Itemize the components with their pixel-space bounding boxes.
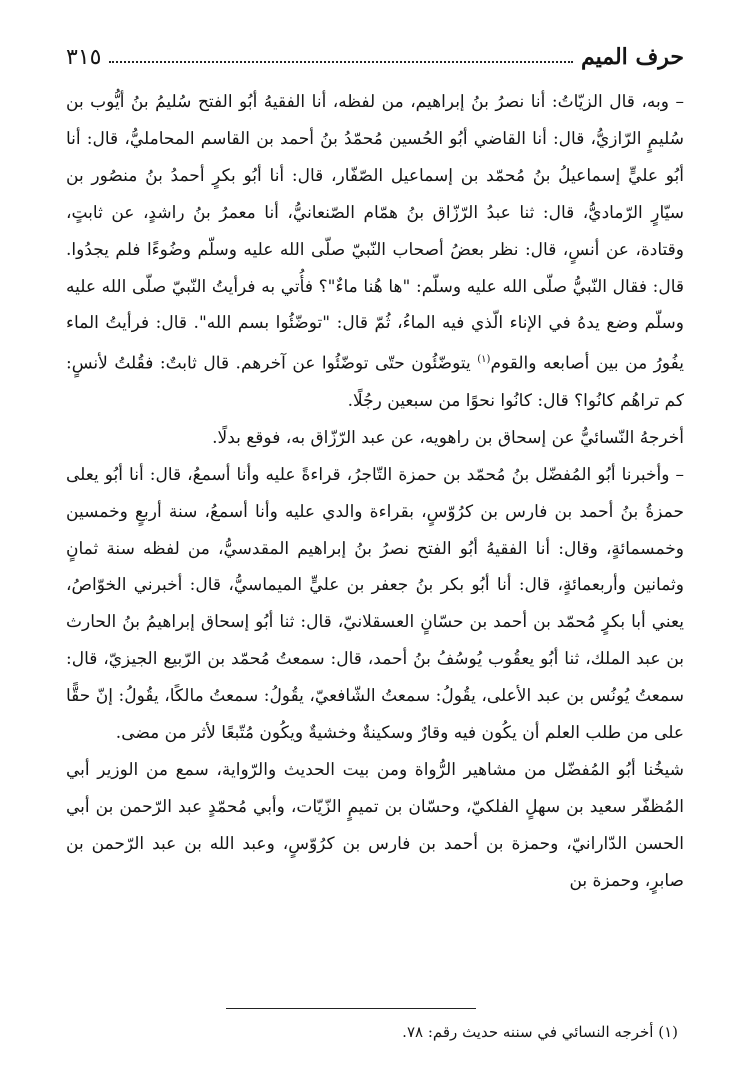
text-line: المُظفّر سعيد بن سهلٍ الفلكيّ، وحسّان بن تميمٍ الزّيّات، وأبي مُحمّدٍ عبد الرّحمن بن أبي الحسن [66, 796, 685, 854]
text-line: الدّارانيّ، وحمزة بن أحمد بن فارس بن كرُوّسٍ، وعبد الله بن عبد الرّحمن بن صابرٍ، وحمزة بن [66, 833, 684, 891]
header-dotted-leader [109, 59, 573, 63]
text-line: قال: ثنا عبدُ الرّزّاق بنُ همّام الصّنعانيُّ، أنا معمرُ بنُ راشدٍ، عن ثابتٍ، وقتادة، عن أنسٍ، قال: [66, 202, 685, 260]
text-line: – وبه، قال الزيّاتُ: أنا نصرُ بنُ إبراهيم، من لفظه، أنا الفقيهُ أبُو الفتح سُليمُ بنُ أيُّوب بن [66, 92, 684, 112]
page-body [66, 84, 684, 900]
text-line: – وأخبرنا أبُو المُفضّل بنُ مُحمّد بن حمزة التّاجرُ، قراءةً عليه وأنا أسمعُ، قال: أنا أبُو يعلى [66, 464, 684, 485]
text-line: عبد الأعلى، يقُولُ: سمعتُ الشّافعيّ، يقُولُ: سمعتُ مالكًا، يقُولُ: إنّ حقًّا على من طلب [66, 686, 684, 744]
text-line: مُحمّد بن أحمد بن حسّانٍ العسقلانيّ، قال: ثنا أبُو إسحاق إبراهيمُ بنُ الحارث بن عبد الملك، ثنا [66, 612, 685, 670]
text-line: يتوضّئُون حتّى توضّئُوا عن آخرهم. قال ثابتٌ: فقُلتُ لأنسٍ: كم تراهُم كانُوا؟ قال: كانُوا [66, 354, 684, 411]
text-line: نظر بعضُ أصحاب النّبيّ صلّى الله عليه وسلّم وضُوءًا فلم يجدُوا. قال: فقال النّبيُّ صلّى الله [66, 239, 684, 297]
footnote-separator [226, 1008, 476, 1009]
text-line: أخرجهُ النّسائيُّ عن إسحاق بن راهويه، عن عبد الرّزّاق به، فوقع بدلًا. [212, 427, 684, 448]
text-line: العلم أن يكُون فيه وقارٌ وسكينةٌ وخشيةٌ ويكُون مُتّبعًا لأثر من مضى. [115, 723, 580, 744]
footnote-reference: (١) [477, 354, 491, 366]
text-line: أبُو يعقُوب يُوسُفُ بنُ أحمد، قال: سمعتُ مُحمّد بن الرّبيع الجيزيّ، قال: سمعتُ يُونُس بن [66, 649, 684, 707]
text-line: عليه وسلّم: "ها هُنا ماءٌ"؟ فأُتي به فرأيتُ النّبيّ صلّى الله عليه وسلّم وضع يدهُ في الإناء الّذي [66, 276, 684, 334]
page-header [66, 36, 684, 70]
text-line: فيه الماءُ، ثُمّ قال: "توضّئُوا بسم الله". قال: فرأيتُ الماء يفُورُ من بين أصابعه والقوم [66, 313, 684, 374]
text-line: نحوًا من سبعين رجُلًا. [347, 390, 496, 411]
text-line: وخمسمائةٍ، وقال: أنا الفقيهُ أبُو الفتح نصرُ بنُ إبراهيم المقدسيُّ، من لفظه سنة ثمانٍ وثمانين [66, 538, 684, 596]
paragraph-takhrij [66, 420, 684, 457]
text-line: حمزةُ بنُ أحمد بن فارس بن كرُوّسٍ، بقراءة والدي عليه وأنا أسمعُ، سنة أربعٍ وخمسين [66, 501, 684, 522]
paragraph-hadith-1 [66, 84, 684, 420]
footnote-text: (١) أخرجه النسائي في سننه حديث رقم: ٧٨. [402, 1023, 678, 1041]
text-line: سُليمٍ الرّازيُّ، قال: أنا القاضي أبُو الحُسين مُحمّدُ بنُ أحمد بن القاسم المحامليُّ، قال: أنا أبُو عليٍّ [66, 128, 684, 186]
paragraph-hadith-2 [66, 457, 684, 752]
page-number: ٣١٥ [66, 45, 102, 70]
paragraph-biography [66, 752, 684, 900]
chapter-title: حرف الميم [580, 44, 684, 70]
text-line: وأربعمائةٍ، قال: أنا أبُو بكر بنُ جعفر بن عليٍّ الميماسيُّ، قال: أخبرني الخوّاصُ، يعني أبا بكرٍ [66, 575, 684, 633]
text-line: إسماعيلُ بنُ مُحمّد بن إسماعيل الصّفّار، قال: أنا أبُو بكرٍ أحمدُ بنُ منصُور بن سيّارٍ الرّماديُّ، [66, 165, 685, 223]
text-line: شيخُنا أبُو المُفضّل من مشاهير الرُّواة ومن بيت الحديث والرّواية، سمع من الوزير أبي [66, 759, 684, 780]
